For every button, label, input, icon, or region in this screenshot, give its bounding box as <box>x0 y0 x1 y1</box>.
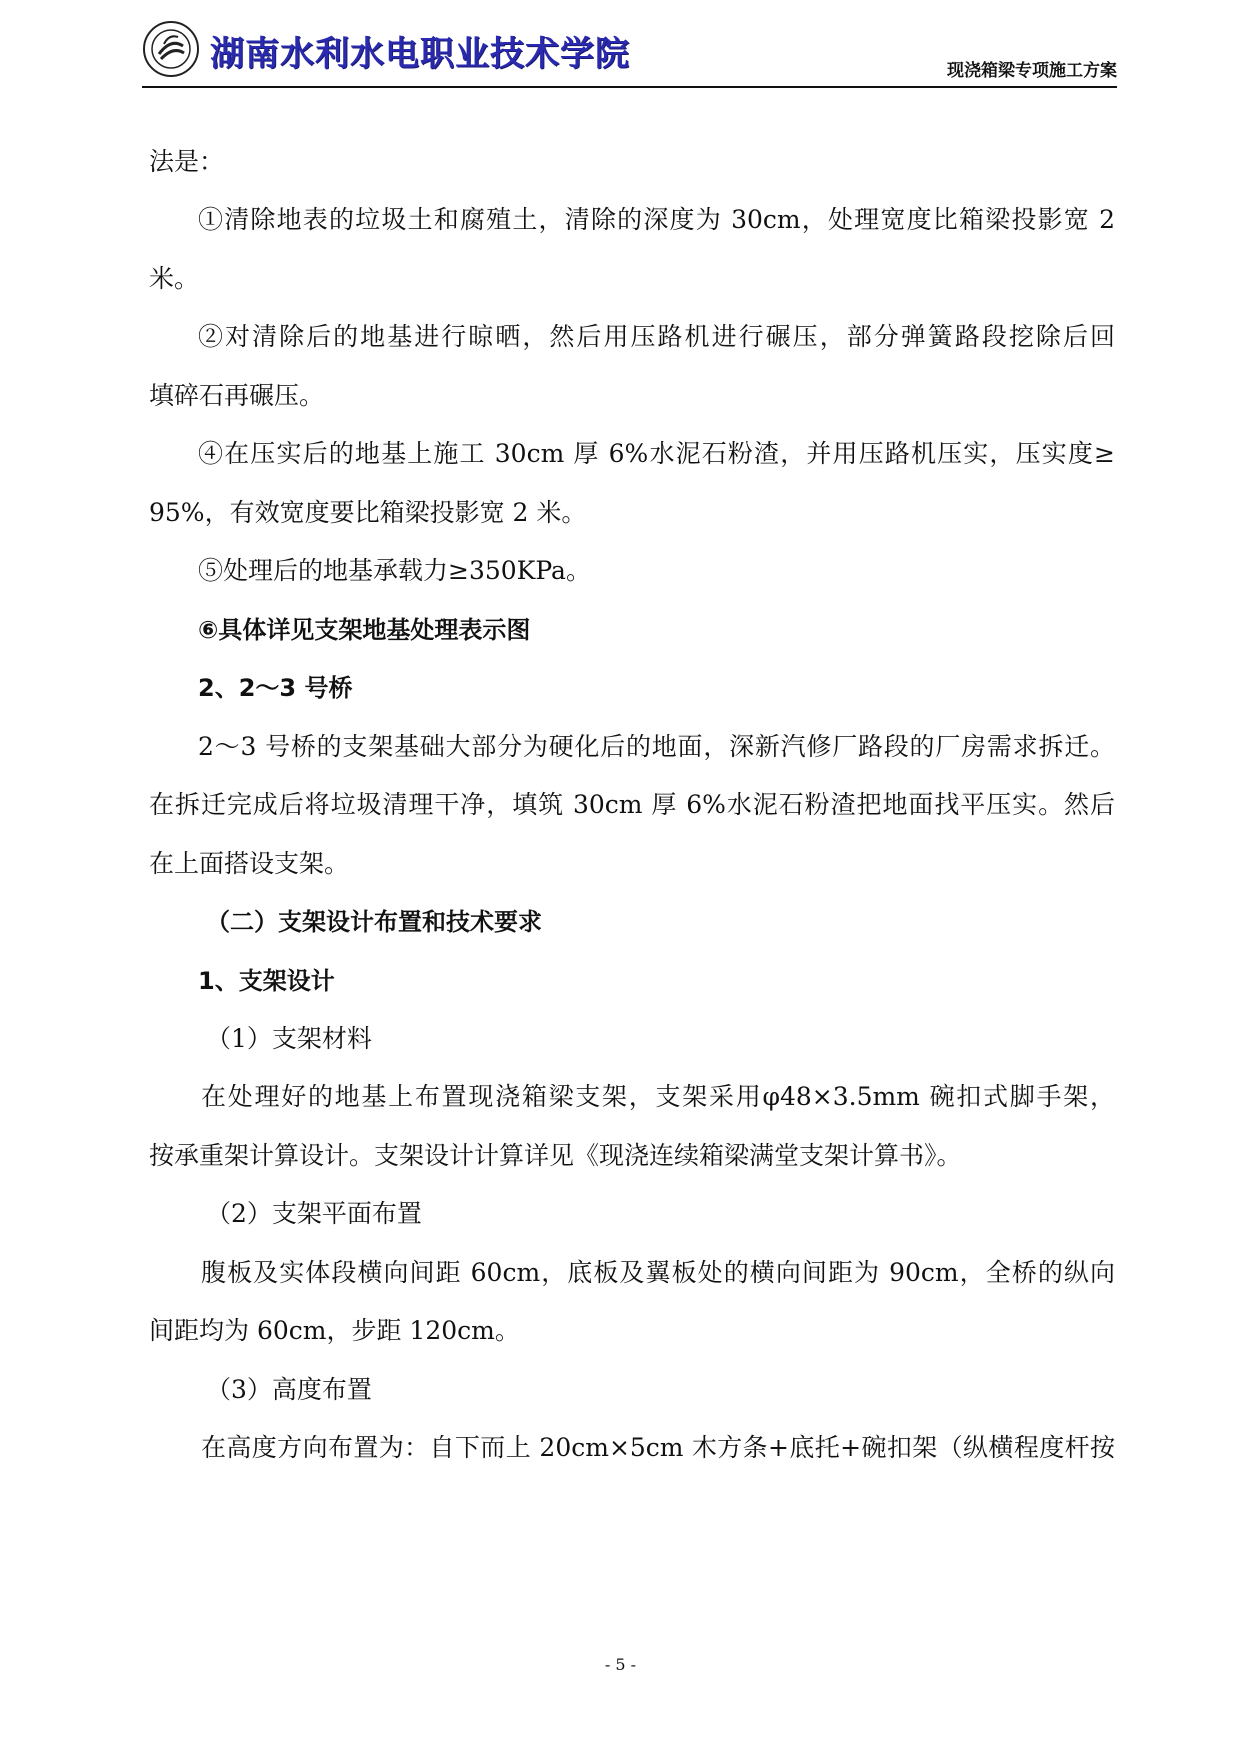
heading-bridge-2-3: 2、2～3 号桥 <box>198 674 353 702</box>
text-line-20: 腹板及实体段横向间距 60cm，底板及翼板处的横向间距为 90cm，全桥的纵向 <box>201 1258 1115 1287</box>
text-line-1: 法是： <box>149 147 225 176</box>
text-line-11: 2～3 号桥的支架基础大部分为硬化后的地面，深新汽修厂路段的厂房需求拆迁。 <box>198 732 1115 761</box>
text-line-8: ⑤处理后的地基承载力≥350KPa。 <box>198 556 591 585</box>
text-line-3: 米。 <box>149 264 200 293</box>
text-line-4: ②对清除后的地基进行晾晒，然后用压路机进行碾压，部分弹簧路段挖除后回 <box>198 322 1115 351</box>
text-line-21: 间距均为 60cm，步距 120cm。 <box>149 1316 520 1345</box>
subheading-foundation-diagram: ⑥具体详见支架地基处理表示图 <box>198 616 531 644</box>
text-line-7: 95%，有效宽度要比箱梁投影宽 2 米。 <box>149 498 587 527</box>
text-line-23: 在高度方向布置为：自下而上 20cm×5cm 木方条+底托+碗扣架（纵横程度杆按 <box>201 1433 1115 1462</box>
heading-support-plan-layout: （2）支架平面布置 <box>206 1199 422 1228</box>
page-number: - 5 - <box>604 1655 637 1674</box>
text-line-12: 在拆迁完成后将垃圾清理干净，填筑 30cm 厚 6%水泥石粉渣把地面找平压实。然后 <box>149 790 1115 819</box>
page-header <box>142 14 1117 84</box>
text-line-5: 填碎石再碾压。 <box>149 381 325 410</box>
text-line-2: ①清除地表的垃圾土和腐殖土，清除的深度为 30cm，处理宽度比箱梁投影宽 2 <box>198 205 1115 234</box>
heading-support-design: （二）支架设计布置和技术要求 <box>206 908 542 936</box>
text-line-18: 按承重架计算设计。支架设计计算详见《现浇连续箱梁满堂支架计算书》。 <box>149 1141 962 1170</box>
heading-support-materials: （1）支架材料 <box>206 1024 372 1053</box>
text-line-17: 在处理好的地基上布置现浇箱梁支架，支架采用φ48×3.5mm 碗扣式脚手架， <box>201 1082 1115 1111</box>
text-line-6: ④在压实后的地基上施工 30cm 厚 6%水泥石粉渣，并用压路机压实，压实度≥ <box>198 439 1115 468</box>
document-title: 现浇箱梁专项施工方案 <box>947 61 1117 81</box>
header-divider <box>142 86 1117 88</box>
heading-support-design-1: 1、支架设计 <box>198 967 335 995</box>
college-emblem-icon <box>142 20 200 78</box>
institution-logo-text: 湖南水利水电职业技术学院 <box>210 34 630 74</box>
heading-height-layout: （3）高度布置 <box>206 1375 372 1404</box>
text-line-13: 在上面搭设支架。 <box>149 849 350 878</box>
